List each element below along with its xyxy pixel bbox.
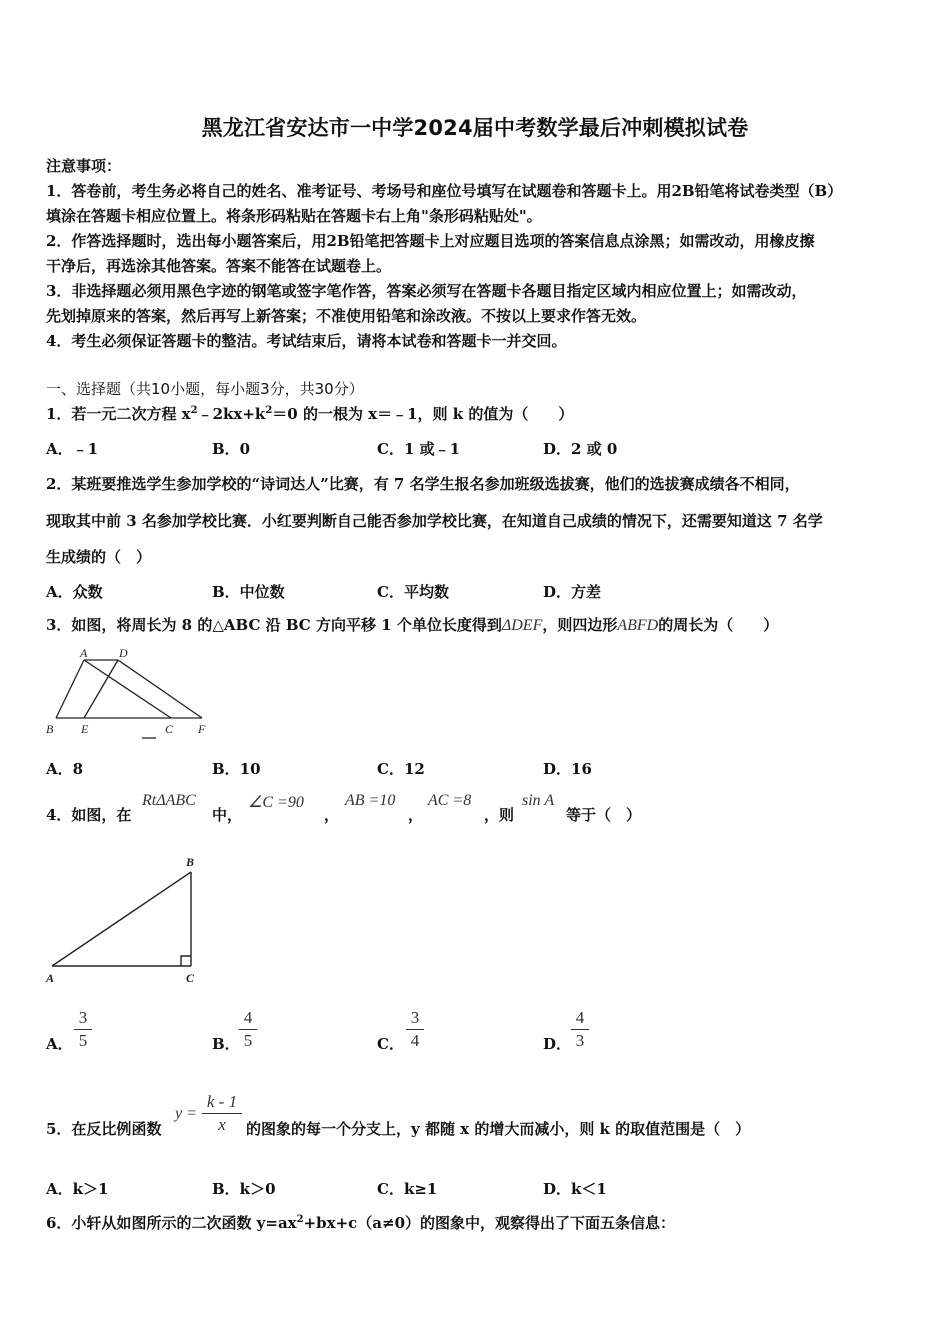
right-angle-mark xyxy=(181,956,191,966)
segment-ab xyxy=(56,660,84,718)
question-2-line: 生成绩的（ ） xyxy=(46,548,152,566)
notice-line: 先划掉原来的答案，然后再写上新答案；不准使用铅笔和涂改液。不按以上要求作答无效。 xyxy=(46,307,647,325)
math-rt-abc: RtΔABC xyxy=(142,792,196,809)
option-b: B．k＞0 xyxy=(212,1180,276,1198)
math-y: y = xyxy=(175,1105,197,1122)
option-a-fraction: 3 5 xyxy=(74,1008,92,1051)
question-4-stem-1: 4．如图，在 xyxy=(46,806,132,824)
option-d: D．2 或 0 xyxy=(543,440,618,458)
right-triangle-figure xyxy=(40,852,210,987)
translation-figure xyxy=(42,644,217,740)
notice-heading: 注意事项： xyxy=(46,157,122,175)
question-4-stem-6: 等于（ ） xyxy=(566,806,642,824)
question-5-stem-2: 的图象的每一个分支上，y 都随 x 的增大而减小，则 k 的取值范围是（ ） xyxy=(246,1120,751,1138)
option-b-label: B． xyxy=(212,1035,240,1053)
option-c-label: C． xyxy=(377,1035,404,1053)
label-d: D xyxy=(119,646,128,660)
math-ab: AB =10 xyxy=(345,792,396,809)
label-a: A xyxy=(80,646,88,660)
option-b-fraction: 4 5 xyxy=(239,1008,257,1051)
segment-df xyxy=(118,660,202,718)
label-e: E xyxy=(81,722,89,736)
option-b: B．0 xyxy=(212,440,251,458)
option-a-label: A． xyxy=(46,1035,73,1053)
option-b: B．10 xyxy=(212,760,261,778)
option-a: A．众数 xyxy=(46,583,103,601)
option-a: A．8 xyxy=(46,760,84,778)
option-a: A．k＞1 xyxy=(46,1180,109,1198)
label-c: C xyxy=(165,722,174,736)
option-d: D．方差 xyxy=(543,583,602,601)
question-1: 1．若一元二次方程 $x^2﹣2kx+k^2=0$ 的一根为 x＝﹣1，则 k 的值为（ ） xyxy=(46,405,574,423)
question-4-stem-4: ， xyxy=(408,806,424,824)
label-f: F xyxy=(198,722,206,736)
segment-ac xyxy=(84,660,171,718)
math-angle-c: ∠C =90 xyxy=(248,794,304,811)
question-6: 6．小轩从如图所示的二次函数 $y=ax^2+bx+c(a\ne 0)$的图象中，观察得出了下面五条信息： xyxy=(46,1214,676,1232)
option-d: D．16 xyxy=(543,760,592,778)
option-d-fraction: 4 3 xyxy=(571,1008,589,1051)
question-2-line: 现取其中前 3 名参加学校比赛．小红要判断自己能否参加学校比赛，在知道自己成绩的情况下，还需要知道这 7 名学 xyxy=(46,512,823,530)
function-fraction: k - 1 x xyxy=(202,1092,242,1135)
question-3: 3．如图，将周长为 8 的△ABC 沿 BC 方向平移 1 个单位长度得到ΔDEF，则四边形ABFD的周长为（ ） xyxy=(46,616,779,634)
option-c: C．12 xyxy=(377,760,425,778)
option-c: C．k≥1 xyxy=(377,1180,438,1198)
label-c: C xyxy=(186,971,195,985)
segment-ed xyxy=(84,660,118,718)
option-c-fraction: 3 4 xyxy=(406,1008,424,1051)
question-4-stem-5: ，则 xyxy=(484,806,515,824)
question-4-stem-2: 中， xyxy=(212,806,243,824)
page-title: 黑龙江省安达市一中学2024届中考数学最后冲刺模拟试卷 xyxy=(201,116,749,140)
option-d-label: D． xyxy=(543,1035,572,1053)
option-d: D．k＜1 xyxy=(543,1180,607,1198)
option-b: B．中位数 xyxy=(212,583,285,601)
question-4-stem-3: ， xyxy=(324,806,340,824)
option-c: C．平均数 xyxy=(377,583,449,601)
label-b: B xyxy=(186,855,195,869)
notice-line: 2．作答选择题时，选出每小题答案后，用2B铅笔把答题卡上对应题目选项的答案信息点涂黑；如需改动，用橡皮擦 xyxy=(46,232,815,250)
hypotenuse-ab xyxy=(52,872,191,966)
option-a: A．﹣1 xyxy=(46,440,99,458)
section-heading: 一、选择题（共10小题，每小题3分，共30分） xyxy=(46,380,364,398)
question-5-stem-1: 5．在反比例函数 xyxy=(46,1120,162,1138)
notice-line: 3．非选择题必须用黑色字迹的钢笔或签字笔作答，答案必须写在答题卡各题目指定区域内相应位置上；如需改动， xyxy=(46,282,807,300)
label-b: B xyxy=(46,722,54,736)
math-ac: AC =8 xyxy=(428,792,472,809)
question-2: 2．某班要推选学生参加学校的“诗词达人”比赛，有 7 名学生报名参加班级选拔赛，他们的选拔赛成绩各不相同， xyxy=(46,475,800,493)
notice-line: 4．考生必须保证答题卡的整洁。考试结束后，请将本试卷和答题卡一并交回。 xyxy=(46,332,567,350)
notice-line: 1．答卷前，考生务必将自己的姓名、准考证号、考场号和座位号填写在试题卷和答题卡上。用2B铅笔将试卷类型（B） xyxy=(46,182,843,200)
math-sin-a: sin A xyxy=(522,792,555,809)
notice-line: 填涂在答题卡相应位置上。将条形码粘贴在答题卡右上角"条形码粘贴处"。 xyxy=(46,207,542,225)
label-a: A xyxy=(46,971,55,985)
option-c: C．1 或﹣1 xyxy=(377,440,461,458)
notice-line: 干净后，再选涂其他答案。答案不能答在试题卷上。 xyxy=(46,257,392,275)
